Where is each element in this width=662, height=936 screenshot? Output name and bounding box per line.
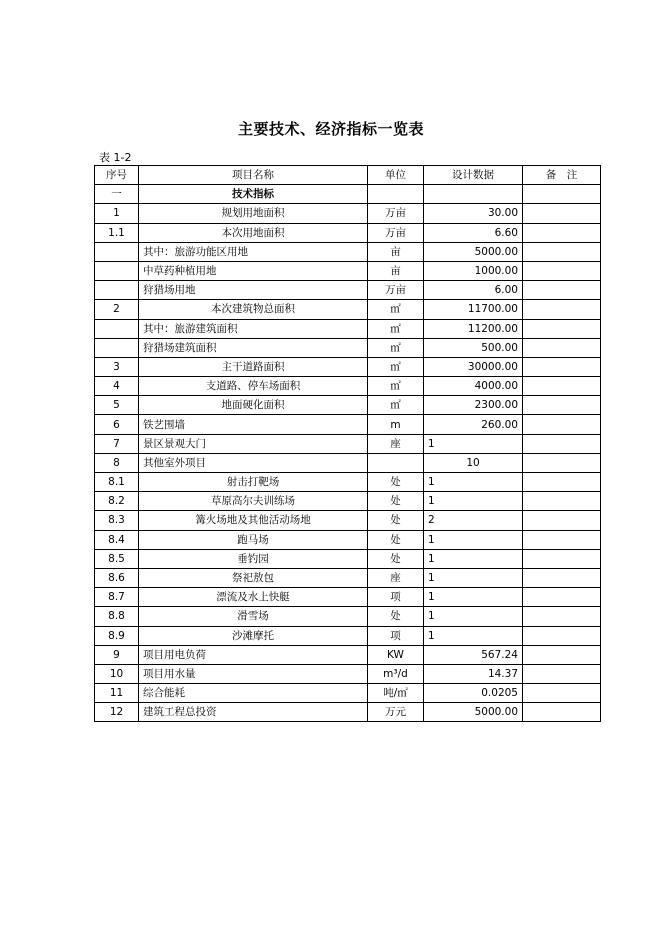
row-unit: 处 xyxy=(368,549,424,568)
row-note xyxy=(523,338,601,357)
row-unit: 处 xyxy=(368,492,424,511)
table-row xyxy=(95,453,601,472)
row-value: 260.00 xyxy=(424,415,523,434)
table-row xyxy=(95,396,601,415)
row-unit: m xyxy=(368,415,424,434)
row-name: 其他室外项目 xyxy=(139,453,368,472)
row-note xyxy=(523,223,601,242)
table-caption: 表 1-2 xyxy=(99,151,132,164)
header-value: 设计数据 xyxy=(424,166,523,185)
row-name: 铁艺围墙 xyxy=(139,415,368,434)
row-value: 5000.00 xyxy=(424,242,523,261)
row-no xyxy=(95,242,139,261)
row-value: 1 xyxy=(424,607,523,626)
row-no: 8.7 xyxy=(95,588,139,607)
row-note xyxy=(523,684,601,703)
row-value: 30000.00 xyxy=(424,357,523,376)
row-unit: ㎡ xyxy=(368,338,424,357)
table-row xyxy=(95,204,601,223)
table-row xyxy=(95,607,601,626)
row-name: 项目用电负荷 xyxy=(139,645,368,664)
row-name: 本次建筑物总面积 xyxy=(139,300,368,319)
row-no: 8.6 xyxy=(95,568,139,587)
row-unit: KW xyxy=(368,645,424,664)
row-value: 30.00 xyxy=(424,204,523,223)
row-unit: 万亩 xyxy=(368,281,424,300)
row-name: 项目用水量 xyxy=(139,664,368,683)
row-unit: 处 xyxy=(368,530,424,549)
row-no: 3 xyxy=(95,357,139,376)
row-note xyxy=(523,607,601,626)
row-name: 支道路、停车场面积 xyxy=(139,377,368,396)
row-value: 14.37 xyxy=(424,664,523,683)
row-value: 4000.00 xyxy=(424,377,523,396)
table-row xyxy=(95,530,601,549)
row-no: 8.3 xyxy=(95,511,139,530)
row-name: 中草药种植用地 xyxy=(139,261,368,280)
row-note xyxy=(523,530,601,549)
row-unit: ㎡ xyxy=(368,396,424,415)
table-row xyxy=(95,549,601,568)
row-value: 1 xyxy=(424,473,523,492)
row-unit: 万亩 xyxy=(368,204,424,223)
table-row xyxy=(95,568,601,587)
row-unit: 处 xyxy=(368,511,424,530)
row-note xyxy=(523,415,601,434)
row-note xyxy=(523,626,601,645)
row-value: 5000.00 xyxy=(424,703,523,722)
row-no: 1.1 xyxy=(95,223,139,242)
row-note xyxy=(523,185,601,204)
header-note: 备 注 xyxy=(523,166,601,185)
row-no: 8.8 xyxy=(95,607,139,626)
row-value: 11700.00 xyxy=(424,300,523,319)
row-unit: ㎡ xyxy=(368,300,424,319)
row-no: 10 xyxy=(95,664,139,683)
row-name: 祭祀敖包 xyxy=(139,568,368,587)
row-unit xyxy=(368,185,424,204)
table-row xyxy=(95,664,601,683)
row-value: 6.60 xyxy=(424,223,523,242)
row-value: 1 xyxy=(424,549,523,568)
table-row xyxy=(95,281,601,300)
row-value: 1 xyxy=(424,568,523,587)
row-value: 2 xyxy=(424,511,523,530)
row-name: 漂流及水上快艇 xyxy=(139,588,368,607)
row-value: 500.00 xyxy=(424,338,523,357)
row-note xyxy=(523,204,601,223)
row-name: 综合能耗 xyxy=(139,684,368,703)
row-unit: 项 xyxy=(368,626,424,645)
row-value: 2300.00 xyxy=(424,396,523,415)
table-row xyxy=(95,626,601,645)
row-unit: 亩 xyxy=(368,242,424,261)
row-note xyxy=(523,588,601,607)
row-value: 1 xyxy=(424,492,523,511)
row-no xyxy=(95,338,139,357)
row-no: 6 xyxy=(95,415,139,434)
table-row xyxy=(95,415,601,434)
row-note xyxy=(523,319,601,338)
row-no: 11 xyxy=(95,684,139,703)
row-note xyxy=(523,377,601,396)
header-unit: 单位 xyxy=(368,166,424,185)
row-no: 8 xyxy=(95,453,139,472)
row-no: 9 xyxy=(95,645,139,664)
row-no: 7 xyxy=(95,434,139,453)
row-unit: 处 xyxy=(368,607,424,626)
row-name: 其中：旅游建筑面积 xyxy=(139,319,368,338)
row-note xyxy=(523,357,601,376)
row-value: 1 xyxy=(424,434,523,453)
table-row xyxy=(95,300,601,319)
row-no xyxy=(95,319,139,338)
row-name: 规划用地面积 xyxy=(139,204,368,223)
table-row xyxy=(95,223,601,242)
row-note xyxy=(523,549,601,568)
row-name: 主干道路面积 xyxy=(139,357,368,376)
row-no: 2 xyxy=(95,300,139,319)
row-no: 8.4 xyxy=(95,530,139,549)
row-value: 0.0205 xyxy=(424,684,523,703)
row-note xyxy=(523,261,601,280)
table-row xyxy=(95,434,601,453)
row-name: 跑马场 xyxy=(139,530,368,549)
row-value xyxy=(424,185,523,204)
row-no: 一 xyxy=(95,185,139,204)
row-no: 1 xyxy=(95,204,139,223)
row-note xyxy=(523,645,601,664)
row-no: 8.1 xyxy=(95,473,139,492)
row-value: 1 xyxy=(424,588,523,607)
row-value: 6.00 xyxy=(424,281,523,300)
table-row xyxy=(95,684,601,703)
row-value: 1 xyxy=(424,626,523,645)
table-row xyxy=(95,185,601,204)
row-name: 滑雪场 xyxy=(139,607,368,626)
row-name: 建筑工程总投资 xyxy=(139,703,368,722)
row-value: 1000.00 xyxy=(424,261,523,280)
row-note xyxy=(523,511,601,530)
header-no: 序号 xyxy=(95,166,139,185)
row-no xyxy=(95,261,139,280)
row-no: 12 xyxy=(95,703,139,722)
row-note xyxy=(523,664,601,683)
row-unit: 座 xyxy=(368,434,424,453)
row-unit: ㎡ xyxy=(368,377,424,396)
row-unit: m³/d xyxy=(368,664,424,683)
row-name: 垂钓园 xyxy=(139,549,368,568)
row-name: 狩猎场建筑面积 xyxy=(139,338,368,357)
row-note xyxy=(523,568,601,587)
table-header-row xyxy=(95,166,601,185)
row-unit: 吨/㎡ xyxy=(368,684,424,703)
row-note xyxy=(523,434,601,453)
row-note xyxy=(523,492,601,511)
row-note xyxy=(523,473,601,492)
table-row xyxy=(95,377,601,396)
row-no: 8.9 xyxy=(95,626,139,645)
table-row xyxy=(95,588,601,607)
row-unit: ㎡ xyxy=(368,357,424,376)
row-no: 8.2 xyxy=(95,492,139,511)
page-title: 主要技术、经济指标一览表 xyxy=(237,120,424,138)
row-no: 8.5 xyxy=(95,549,139,568)
row-name: 其中：旅游功能区用地 xyxy=(139,242,368,261)
table-row xyxy=(95,473,601,492)
header-name: 项目名称 xyxy=(139,166,368,185)
row-value: 10 xyxy=(424,453,523,472)
row-name: 草原高尔夫训练场 xyxy=(139,492,368,511)
row-value: 567.24 xyxy=(424,645,523,664)
table-row xyxy=(95,511,601,530)
row-unit: ㎡ xyxy=(368,319,424,338)
row-name: 篝火场地及其他活动场地 xyxy=(139,511,368,530)
table-row xyxy=(95,645,601,664)
row-unit: 处 xyxy=(368,473,424,492)
table-row xyxy=(95,261,601,280)
row-name: 沙滩摩托 xyxy=(139,626,368,645)
row-no xyxy=(95,281,139,300)
row-value: 11200.00 xyxy=(424,319,523,338)
row-note xyxy=(523,396,601,415)
row-unit: 亩 xyxy=(368,261,424,280)
row-no: 5 xyxy=(95,396,139,415)
row-name: 射击打靶场 xyxy=(139,473,368,492)
row-value: 1 xyxy=(424,530,523,549)
row-no: 4 xyxy=(95,377,139,396)
row-unit: 座 xyxy=(368,568,424,587)
row-name: 本次用地面积 xyxy=(139,223,368,242)
row-note xyxy=(523,453,601,472)
row-name: 地面硬化面积 xyxy=(139,396,368,415)
table-row xyxy=(95,703,601,722)
indicator-table xyxy=(94,165,601,722)
row-unit xyxy=(368,453,424,472)
row-unit: 万元 xyxy=(368,703,424,722)
row-name: 技术指标 xyxy=(139,185,368,204)
table-row xyxy=(95,338,601,357)
table-row xyxy=(95,357,601,376)
table-row xyxy=(95,319,601,338)
row-note xyxy=(523,300,601,319)
row-name: 景区景观大门 xyxy=(139,434,368,453)
row-note xyxy=(523,281,601,300)
row-note xyxy=(523,242,601,261)
row-note xyxy=(523,703,601,722)
row-name: 狩猎场用地 xyxy=(139,281,368,300)
row-unit: 万亩 xyxy=(368,223,424,242)
table-row xyxy=(95,242,601,261)
table-row xyxy=(95,492,601,511)
row-unit: 项 xyxy=(368,588,424,607)
